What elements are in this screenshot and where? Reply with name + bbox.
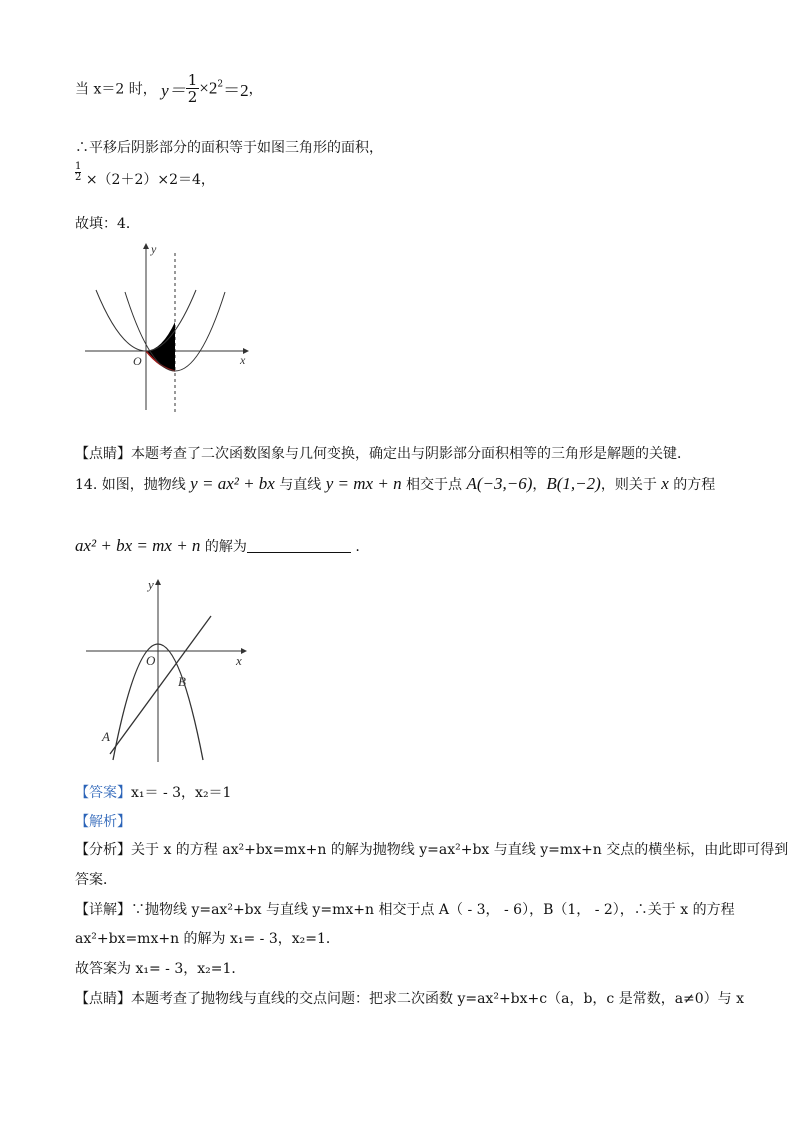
answer-blank [247, 538, 351, 553]
figure-13-graph [80, 238, 260, 418]
y-eq: y＝ [161, 81, 186, 100]
dianjing-13-label: 【点睛】 [75, 446, 131, 462]
exponent: 2 [217, 79, 224, 90]
fig14-y-label: y [148, 577, 154, 592]
stem-g: 的解为 [200, 539, 247, 555]
fenxi-label: 【分析】 [75, 842, 131, 858]
fraction-half: $\frac{1}{2}$ [187, 71, 198, 106]
answer-label: 【答案】 [75, 785, 131, 801]
stem-a: 14. 如图，抛物线 [75, 477, 191, 493]
equals-two: ＝2 [223, 81, 249, 100]
stem-c: 相交于点 [401, 477, 467, 493]
fenxi-text: 关于 x 的方程 ax²+bx=mx+n 的解为抛物线 y=ax²+bx 与直线 y=mx+n 交点的横坐标，由此即可得到 [131, 842, 789, 858]
dianjing-13 [75, 443, 691, 463]
when-x2-prefix: 当 x＝2 时， [75, 81, 157, 98]
conclusion-line: 故答案为 x₁= - 3，x₂=1． [75, 961, 246, 977]
shaded-region [146, 322, 175, 371]
stem-d: ， [532, 477, 547, 493]
xiangjie-line [75, 899, 735, 919]
question-14-stem [75, 474, 715, 494]
fig14-b-label: B [178, 674, 186, 689]
equation: ax² + bx = mx + n [75, 536, 201, 555]
comma: ， [248, 81, 263, 98]
dianjing-13-text: 本题考查了二次函数图象与几何变换，确定出与阴影部分面积相等的三角形是解题的关键． [131, 446, 691, 462]
area-fraction: $\frac{1}{2}$ [75, 161, 82, 183]
area-rest: ×（2＋2）×2＝4， [85, 172, 215, 188]
question-14-equation-line [75, 536, 360, 556]
fig14-a-label: A [102, 729, 110, 744]
fig13-o-label: O [133, 354, 142, 368]
stem-e: ，则关于 [600, 477, 662, 493]
fig14-o-label: O [146, 653, 156, 668]
line-equation: y = mx + n [325, 474, 402, 493]
xiangjie-text: ∵抛物线 y=ax²+bx 与直线 y=mx+n 相交于点 A（ - 3， - 6），B（1， - 2），∴关于 x 的方程 [131, 902, 735, 918]
when-x2-line [75, 72, 263, 105]
answer-text: x₁＝ - 3，x₂＝1 [131, 785, 232, 801]
stem-f: 的方程 [668, 477, 716, 493]
fig13-x-label: x [240, 353, 246, 367]
dianjing-14 [75, 988, 744, 1008]
stem-b: 与直线 [274, 477, 326, 493]
fill-answer: 故填：4． [75, 216, 140, 232]
dianjing-14-label: 【点睛】 [75, 991, 131, 1007]
therefore-line: ∴平移后阴影部分的面积等于如图三角形的面积， [75, 140, 383, 156]
point-a: A(−3,−6) [466, 474, 533, 493]
fenxi-line-2: 答案． [75, 872, 117, 888]
fig14-x-label: x [236, 653, 242, 668]
dianjing-14-text: 本题考查了抛物线与直线的交点问题：把求二次函数 y=ax²+bx+c（a，b，c 是常数，a≠0）与 x [131, 991, 745, 1007]
area-line [75, 162, 215, 189]
xiangjie-line-2: ax²+bx=mx+n 的解为 x₁= - 3，x₂=1． [75, 931, 340, 947]
stem-end: . [350, 539, 360, 555]
jiexi-label: 【解析】 [75, 814, 131, 830]
fenxi-line [75, 839, 788, 859]
xiangjie-label: 【详解】 [75, 902, 131, 918]
point-b: B(1,−2) [546, 474, 601, 493]
times-two: ×2 [199, 78, 218, 98]
var-x: x [661, 474, 669, 493]
line-mx-n [110, 616, 211, 754]
parabola-equation: y = ax² + bx [190, 474, 275, 493]
answer-line [75, 782, 231, 802]
figure-14-graph [80, 574, 260, 766]
fig13-y-label: y [151, 242, 157, 256]
